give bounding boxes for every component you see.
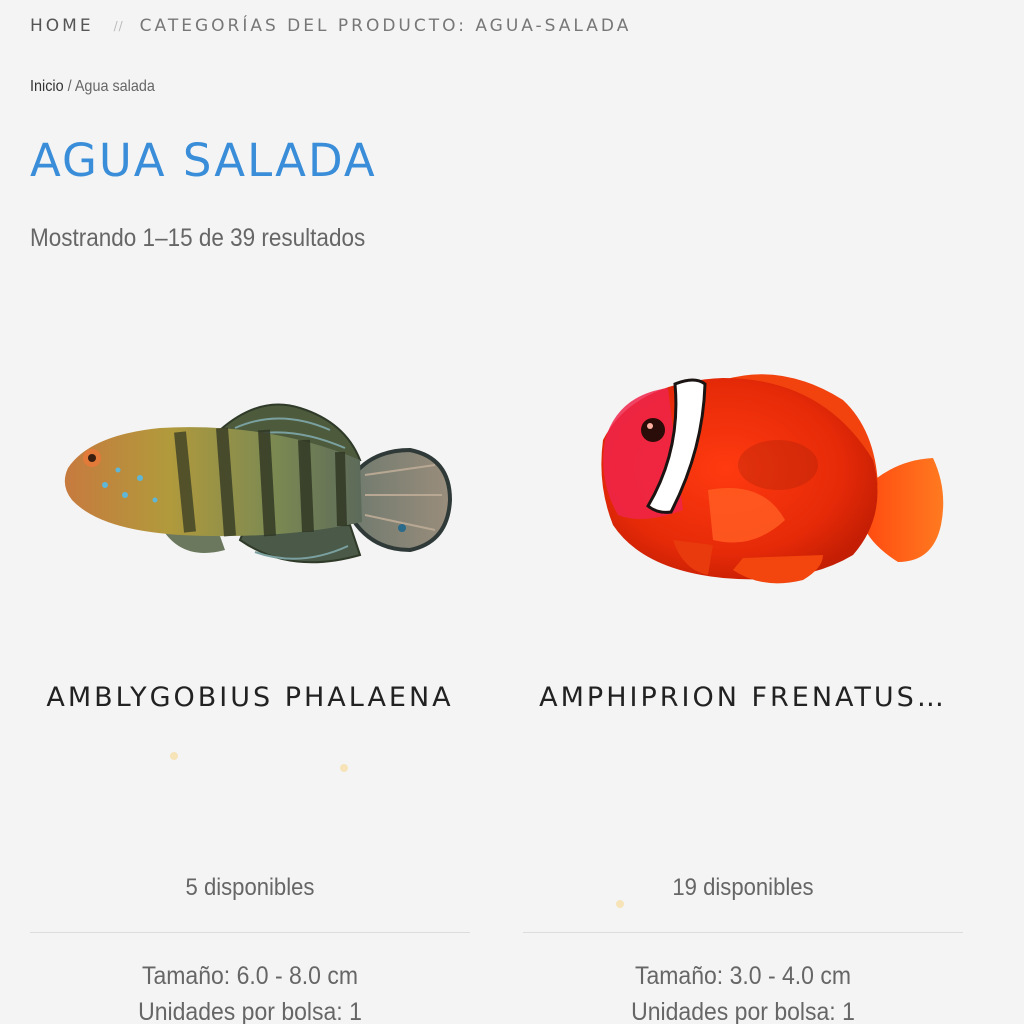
product-size: Tamaño: 3.0 - 4.0 cm <box>634 962 852 990</box>
result-count: Mostrando 1–15 de 39 resultados <box>30 224 366 252</box>
top-breadcrumb-bar <box>30 16 631 36</box>
stock-status: 5 disponibles <box>185 874 315 901</box>
breadcrumb-separator: // <box>113 19 124 33</box>
product-card[interactable] <box>30 300 470 1024</box>
decorative-dot <box>340 764 348 772</box>
product-title-link[interactable]: AMPHIPRION FRENATUS… <box>539 682 947 713</box>
divider <box>30 932 470 933</box>
product-units-per-bag: Unidades por bolsa: 1 <box>138 998 362 1024</box>
decorative-dot <box>170 752 178 760</box>
category-label: CATEGORÍAS DEL PRODUCTO: AGUA-SALADA <box>139 16 632 36</box>
stock-status: 19 disponibles <box>672 874 814 901</box>
product-card[interactable] <box>523 300 963 1024</box>
product-size: Tamaño: 6.0 - 8.0 cm <box>141 962 359 990</box>
product-image-link[interactable] <box>523 300 963 660</box>
banded-goby-fish-image <box>30 300 470 660</box>
home-link[interactable]: HOME <box>30 16 94 36</box>
page-title: AGUA SALADA <box>30 134 377 187</box>
product-image-link[interactable] <box>30 300 470 660</box>
product-attributes <box>541 958 946 1024</box>
decorative-dot <box>616 900 624 908</box>
product-attributes <box>48 958 453 1024</box>
breadcrumb <box>30 78 155 96</box>
breadcrumb-current: Agua salada <box>74 78 155 95</box>
product-units-per-bag: Unidades por bolsa: 1 <box>631 998 855 1024</box>
divider <box>523 932 963 933</box>
tomato-clownfish-image <box>523 300 963 660</box>
breadcrumb-home-link[interactable]: Inicio <box>30 78 64 95</box>
breadcrumb-separator: / <box>63 78 75 95</box>
product-title-link[interactable]: AMBLYGOBIUS PHALAENA <box>46 682 454 713</box>
